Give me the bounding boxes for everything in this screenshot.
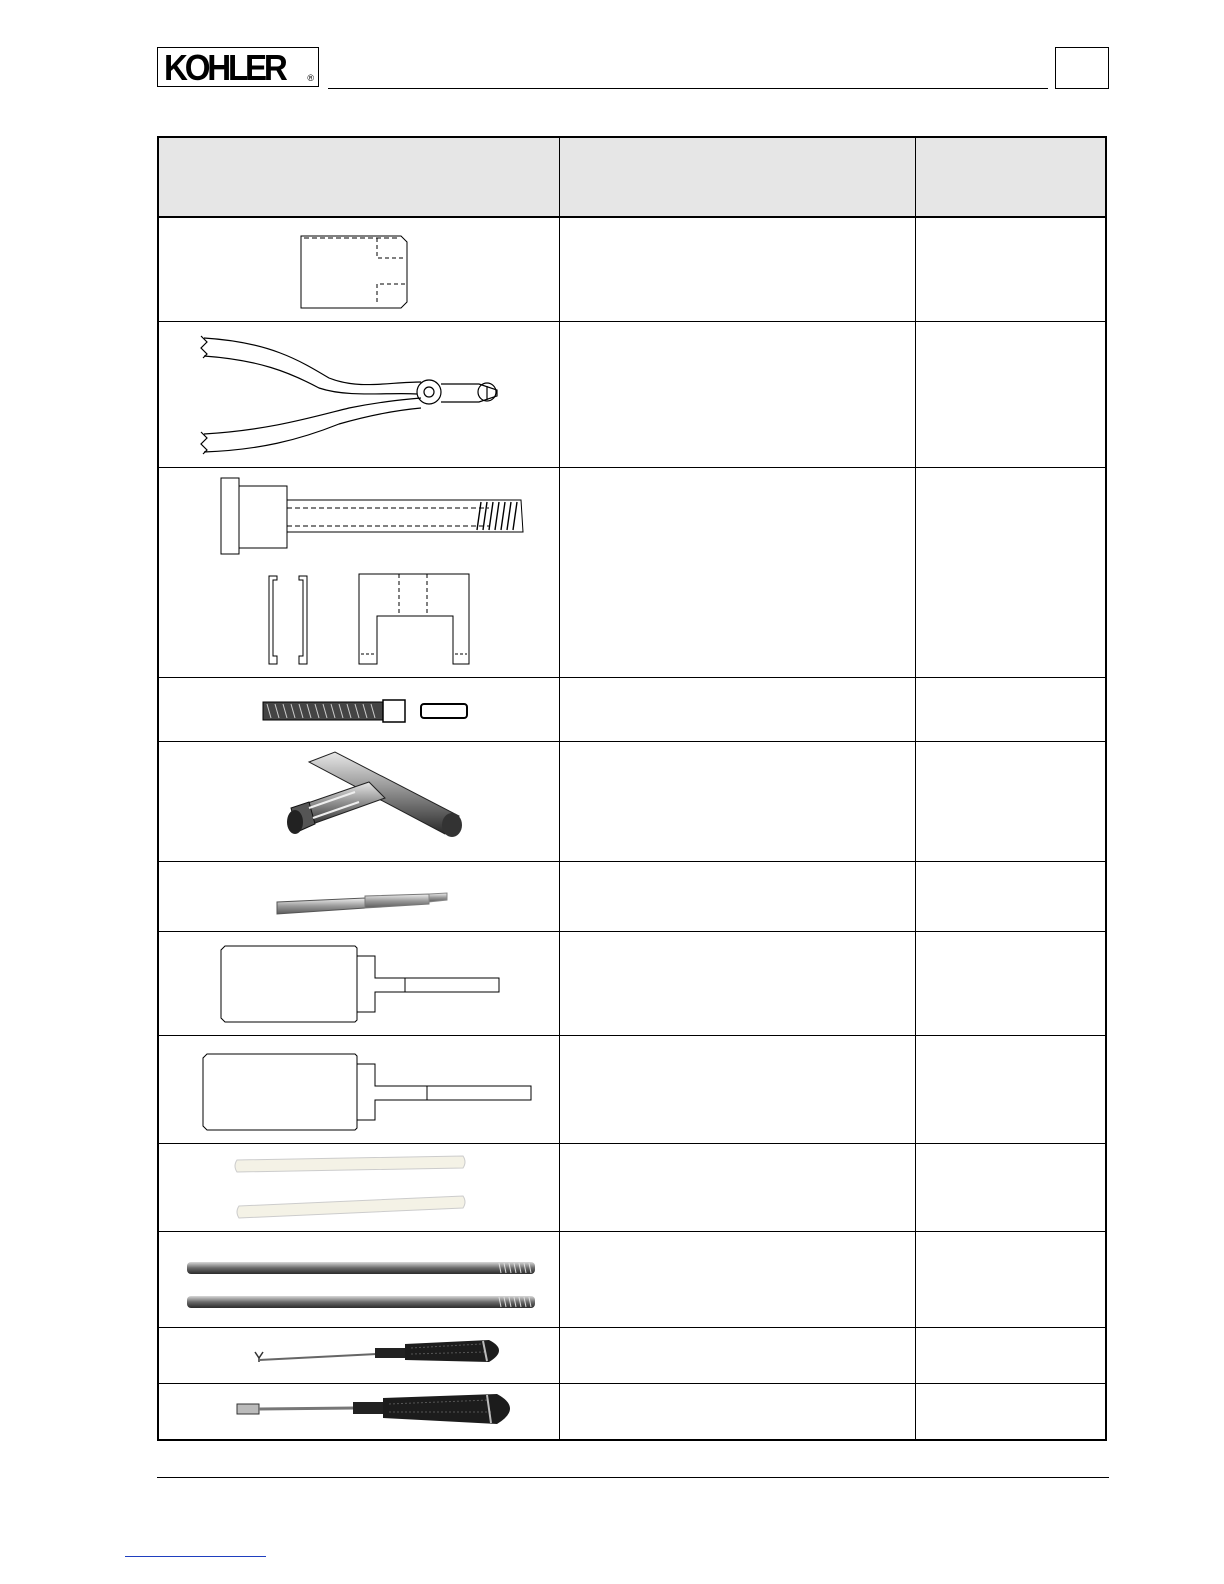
tools-table [157, 136, 1107, 1441]
white-rods-icon [159, 1144, 559, 1231]
table-header [159, 138, 1105, 218]
table-row [159, 742, 1105, 862]
kohler-logo [157, 47, 319, 87]
table-row [159, 468, 1105, 678]
table-row [159, 322, 1105, 468]
logo-text: KOHLER [164, 47, 285, 88]
threaded-rods-icon [159, 1232, 559, 1327]
stepped-pin-icon [159, 862, 559, 931]
table-row [159, 1328, 1105, 1384]
header-rule [328, 88, 1048, 89]
sleeve-drawing-icon [159, 218, 559, 321]
fork-screwdriver-icon [159, 1328, 559, 1383]
drift-small-icon [159, 932, 559, 1035]
table-row [159, 1232, 1105, 1328]
table-row [159, 1144, 1105, 1232]
table-row [159, 1036, 1105, 1144]
puller-set-icon [159, 468, 559, 677]
table-row [159, 218, 1105, 322]
socket-screwdriver-icon [159, 1384, 559, 1439]
t-handle-wrench-icon [159, 742, 559, 861]
page-number-box [1055, 47, 1109, 89]
footer-rule [157, 1477, 1109, 1478]
registered-mark: ® [307, 73, 314, 83]
table-row [159, 862, 1105, 932]
drift-large-icon [159, 1036, 559, 1143]
table-row [159, 932, 1105, 1036]
footer-link-underline[interactable] [125, 1556, 266, 1557]
snap-ring-pliers-icon [159, 322, 559, 467]
table-row [159, 678, 1105, 742]
threaded-pin-icon [159, 678, 559, 741]
table-row [159, 1384, 1105, 1439]
